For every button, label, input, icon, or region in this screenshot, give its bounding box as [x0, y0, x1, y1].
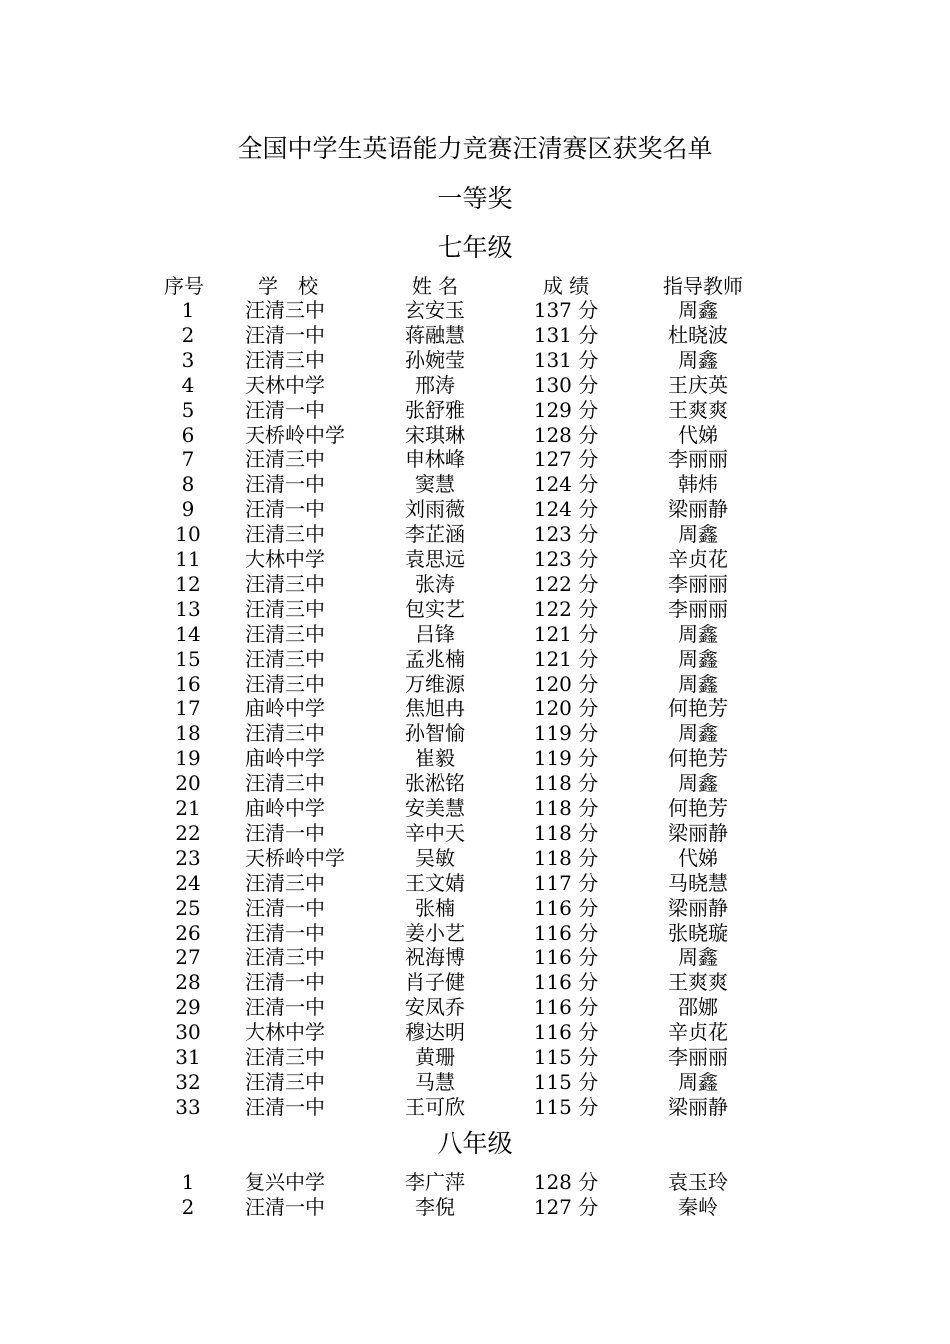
cell-name: 崔毅	[415, 746, 455, 771]
cell-teacher: 李丽丽	[668, 596, 728, 621]
cell-name: 张楠	[415, 895, 455, 920]
cell-school: 大林中学	[245, 547, 325, 571]
cell-score: 127 分	[533, 1194, 599, 1219]
cell-name: 王可欣	[405, 1094, 465, 1119]
table-row	[0, 672, 950, 697]
cell-school: 庙岭中学	[245, 796, 325, 820]
cell-teacher: 邵娜	[678, 995, 718, 1020]
cell-name: 张淞铭	[405, 771, 465, 796]
table-row	[0, 746, 950, 771]
cell-name: 姜小艺	[405, 920, 465, 945]
cell-teacher: 周鑫	[678, 945, 718, 970]
cell-no: 1	[181, 1170, 195, 1194]
cell-teacher: 何艳芳	[668, 746, 728, 771]
cell-name: 万维源	[405, 671, 465, 696]
cell-name: 申林峰	[405, 447, 465, 472]
cell-score: 137 分	[533, 298, 599, 322]
table-row	[0, 323, 950, 348]
cell-teacher: 周鑫	[678, 671, 718, 696]
cell-teacher: 周鑫	[678, 646, 718, 671]
cell-school: 汪清三中	[245, 1069, 325, 1094]
cell-no: 32	[175, 1069, 201, 1094]
cell-teacher: 周鑫	[678, 621, 718, 646]
cell-score: 121 分	[533, 646, 599, 671]
table-row	[0, 472, 950, 497]
cell-score: 123 分	[533, 522, 599, 547]
cell-no: 12	[175, 571, 201, 596]
cell-no: 28	[175, 970, 201, 995]
cell-teacher: 何艳芳	[668, 696, 728, 721]
cell-school: 汪清一中	[245, 920, 325, 945]
table-row	[0, 721, 950, 746]
cell-school: 大林中学	[245, 1020, 325, 1045]
award-level-heading: 一等奖	[437, 184, 513, 213]
cell-teacher: 袁玉玲	[668, 1170, 728, 1194]
cell-school: 天桥岭中学	[245, 422, 345, 447]
cell-school: 汪清三中	[245, 771, 325, 796]
table-row	[0, 622, 950, 647]
cell-no: 11	[175, 547, 201, 571]
cell-teacher: 王爽爽	[668, 970, 728, 995]
cell-no: 14	[175, 621, 201, 646]
header-teacher: 指导教师	[663, 274, 743, 298]
cell-no: 18	[175, 721, 201, 746]
cell-school: 汪清三中	[245, 347, 325, 372]
cell-score: 115 分	[533, 1045, 599, 1069]
cell-teacher: 王爽爽	[668, 397, 728, 422]
cell-score: 117 分	[533, 870, 599, 895]
cell-score: 128 分	[533, 1170, 599, 1194]
cell-score: 129 分	[533, 397, 599, 422]
table-row	[0, 1095, 950, 1120]
cell-name: 马慧	[415, 1069, 455, 1094]
cell-name: 邢涛	[415, 372, 455, 397]
cell-teacher: 代娣	[678, 845, 718, 870]
header-no: 序号	[164, 274, 204, 298]
cell-teacher: 何艳芳	[668, 796, 728, 820]
cell-school: 汪清一中	[245, 397, 325, 422]
cell-score: 116 分	[533, 970, 599, 995]
cell-no: 5	[181, 397, 195, 422]
cell-teacher: 周鑫	[678, 298, 718, 322]
cell-score: 118 分	[533, 771, 599, 796]
cell-name: 李芷涵	[405, 522, 465, 547]
table-row	[0, 896, 950, 921]
cell-score: 116 分	[533, 945, 599, 970]
table-row	[0, 1170, 950, 1195]
table-row	[0, 348, 950, 373]
cell-school: 汪清三中	[245, 298, 325, 322]
cell-school: 天林中学	[245, 372, 325, 397]
cell-no: 2	[181, 1194, 195, 1219]
cell-name: 蒋融慧	[405, 322, 465, 347]
cell-score: 116 分	[533, 920, 599, 945]
cell-no: 23	[175, 845, 201, 870]
header-name: 姓 名	[411, 274, 459, 298]
cell-name: 焦旭冉	[405, 696, 465, 721]
cell-no: 17	[175, 696, 201, 721]
table-row	[0, 945, 950, 970]
grade8-heading: 八年级	[437, 1129, 513, 1158]
cell-name: 孟兆楠	[405, 646, 465, 671]
cell-school: 庙岭中学	[245, 746, 325, 771]
cell-teacher: 李丽丽	[668, 447, 728, 472]
table-row	[0, 423, 950, 448]
cell-score: 121 分	[533, 621, 599, 646]
cell-score: 115 分	[533, 1069, 599, 1094]
cell-teacher: 周鑫	[678, 721, 718, 746]
cell-teacher: 李丽丽	[668, 571, 728, 596]
cell-score: 118 分	[533, 845, 599, 870]
cell-teacher: 杜晓波	[668, 322, 728, 347]
cell-name: 吕锋	[415, 621, 455, 646]
table-row	[0, 547, 950, 572]
cell-name: 安美慧	[405, 796, 465, 820]
cell-name: 王文婧	[405, 870, 465, 895]
cell-teacher: 周鑫	[678, 771, 718, 796]
cell-no: 16	[175, 671, 201, 696]
cell-school: 庙岭中学	[245, 696, 325, 721]
cell-score: 122 分	[533, 571, 599, 596]
cell-name: 包实艺	[405, 596, 465, 621]
cell-no: 24	[175, 870, 201, 895]
cell-no: 29	[175, 995, 201, 1020]
cell-no: 27	[175, 945, 201, 970]
grade7-heading: 七年级	[437, 233, 513, 262]
cell-no: 26	[175, 920, 201, 945]
cell-teacher: 辛贞花	[668, 547, 728, 571]
cell-school: 汪清三中	[245, 447, 325, 472]
cell-teacher: 秦岭	[678, 1194, 718, 1219]
table-row	[0, 647, 950, 672]
cell-school: 汪清三中	[245, 721, 325, 746]
cell-score: 131 分	[533, 322, 599, 347]
cell-school: 汪清三中	[245, 621, 325, 646]
table-row	[0, 970, 950, 995]
cell-teacher: 周鑫	[678, 522, 718, 547]
table-row	[0, 696, 950, 721]
table-row	[0, 921, 950, 946]
cell-score: 130 分	[533, 372, 599, 397]
cell-teacher: 张晓璇	[668, 920, 728, 945]
cell-name: 辛中天	[405, 820, 465, 845]
cell-school: 汪清三中	[245, 596, 325, 621]
cell-name: 玄安玉	[405, 298, 465, 322]
cell-name: 祝海博	[405, 945, 465, 970]
cell-no: 15	[175, 646, 201, 671]
cell-teacher: 辛贞花	[668, 1020, 728, 1045]
cell-school: 汪清三中	[245, 1045, 325, 1069]
cell-score: 120 分	[533, 696, 599, 721]
cell-score: 115 分	[533, 1094, 599, 1119]
cell-no: 21	[175, 796, 201, 820]
table-row	[0, 796, 950, 821]
cell-school: 汪清一中	[245, 895, 325, 920]
cell-score: 128 分	[533, 422, 599, 447]
table-row	[0, 1195, 950, 1220]
table-row	[0, 597, 950, 622]
cell-name: 安凤乔	[405, 995, 465, 1020]
cell-teacher: 梁丽静	[668, 497, 728, 522]
cell-no: 7	[181, 447, 195, 472]
cell-name: 黄珊	[415, 1045, 455, 1069]
cell-teacher: 梁丽静	[668, 895, 728, 920]
cell-no: 22	[175, 820, 201, 845]
cell-score: 116 分	[533, 895, 599, 920]
cell-score: 119 分	[533, 746, 599, 771]
table-row	[0, 1070, 950, 1095]
cell-score: 119 分	[533, 721, 599, 746]
cell-score: 120 分	[533, 671, 599, 696]
cell-score: 124 分	[533, 497, 599, 522]
cell-no: 10	[175, 522, 201, 547]
cell-name: 窦慧	[415, 472, 455, 497]
table-row	[0, 497, 950, 522]
cell-teacher: 韩炜	[678, 472, 718, 497]
cell-name: 刘雨薇	[405, 497, 465, 522]
table-row	[0, 398, 950, 423]
table-row	[0, 572, 950, 597]
cell-score: 116 分	[533, 995, 599, 1020]
cell-school: 汪清一中	[245, 820, 325, 845]
cell-teacher: 代娣	[678, 422, 718, 447]
cell-school: 汪清一中	[245, 995, 325, 1020]
cell-name: 张涛	[415, 571, 455, 596]
cell-school: 天桥岭中学	[245, 845, 345, 870]
cell-teacher: 李丽丽	[668, 1045, 728, 1069]
cell-name: 孙婉莹	[405, 347, 465, 372]
cell-name: 袁思远	[405, 547, 465, 571]
cell-school: 汪清三中	[245, 571, 325, 596]
cell-no: 2	[181, 322, 195, 347]
cell-no: 8	[181, 472, 195, 497]
cell-score: 123 分	[533, 547, 599, 571]
table-row	[0, 771, 950, 796]
cell-school: 汪清三中	[245, 522, 325, 547]
table-row	[0, 846, 950, 871]
cell-name: 吴敏	[415, 845, 455, 870]
cell-score: 127 分	[533, 447, 599, 472]
cell-no: 31	[175, 1045, 201, 1069]
cell-school: 汪清一中	[245, 1194, 325, 1219]
cell-no: 33	[175, 1094, 201, 1119]
cell-score: 124 分	[533, 472, 599, 497]
cell-teacher: 梁丽静	[668, 820, 728, 845]
table-row	[0, 995, 950, 1020]
document-title: 全国中学生英语能力竞赛汪清赛区获奖名单	[237, 134, 713, 163]
cell-no: 9	[181, 497, 195, 522]
cell-teacher: 周鑫	[678, 347, 718, 372]
cell-score: 118 分	[533, 820, 599, 845]
cell-teacher: 周鑫	[678, 1069, 718, 1094]
table-row	[0, 821, 950, 846]
cell-teacher: 马晓慧	[668, 870, 728, 895]
cell-no: 25	[175, 895, 201, 920]
cell-school: 汪清三中	[245, 671, 325, 696]
cell-school: 汪清一中	[245, 322, 325, 347]
cell-no: 30	[175, 1020, 201, 1045]
cell-school: 汪清三中	[245, 870, 325, 895]
cell-no: 1	[181, 298, 195, 322]
cell-name: 肖子健	[405, 970, 465, 995]
cell-score: 122 分	[533, 596, 599, 621]
cell-no: 20	[175, 771, 201, 796]
cell-school: 汪清三中	[245, 646, 325, 671]
cell-no: 4	[181, 372, 195, 397]
cell-teacher: 王庆英	[668, 372, 728, 397]
header-school: 学 校	[258, 274, 318, 298]
cell-name: 宋琪琳	[405, 422, 465, 447]
table-row	[0, 871, 950, 896]
cell-no: 6	[181, 422, 195, 447]
cell-name: 穆达明	[405, 1020, 465, 1045]
cell-score: 131 分	[533, 347, 599, 372]
cell-score: 118 分	[533, 796, 599, 820]
cell-name: 张舒雅	[405, 397, 465, 422]
table-row	[0, 522, 950, 547]
cell-name: 李倪	[415, 1194, 455, 1219]
cell-no: 3	[181, 347, 195, 372]
cell-school: 汪清一中	[245, 970, 325, 995]
table-row	[0, 1045, 950, 1070]
table-row	[0, 1020, 950, 1045]
cell-teacher: 梁丽静	[668, 1094, 728, 1119]
table-row	[0, 373, 950, 398]
cell-school: 复兴中学	[245, 1170, 325, 1194]
cell-school: 汪清一中	[245, 1094, 325, 1119]
cell-school: 汪清一中	[245, 472, 325, 497]
cell-name: 孙智愉	[405, 721, 465, 746]
cell-no: 13	[175, 596, 201, 621]
header-score: 成 绩	[542, 274, 590, 298]
cell-name: 李广萍	[405, 1170, 465, 1194]
table-row	[0, 447, 950, 472]
table-row	[0, 298, 950, 323]
cell-no: 19	[175, 746, 201, 771]
cell-school: 汪清三中	[245, 945, 325, 970]
table-header	[0, 274, 950, 299]
cell-school: 汪清一中	[245, 497, 325, 522]
cell-score: 116 分	[533, 1020, 599, 1045]
